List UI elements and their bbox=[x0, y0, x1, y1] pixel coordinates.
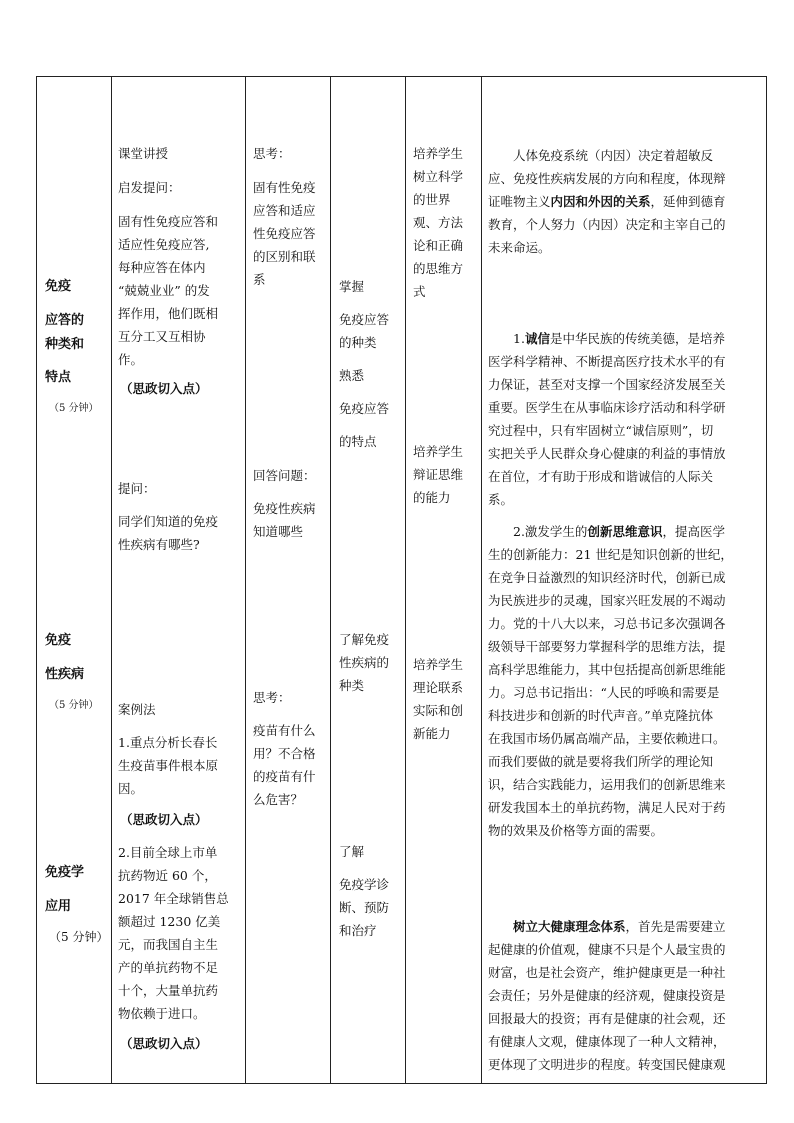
column-divider bbox=[481, 76, 482, 1084]
column-divider bbox=[330, 76, 331, 1084]
column-divider bbox=[245, 76, 246, 1084]
column-divider bbox=[405, 76, 406, 1084]
column-divider bbox=[111, 76, 112, 1084]
